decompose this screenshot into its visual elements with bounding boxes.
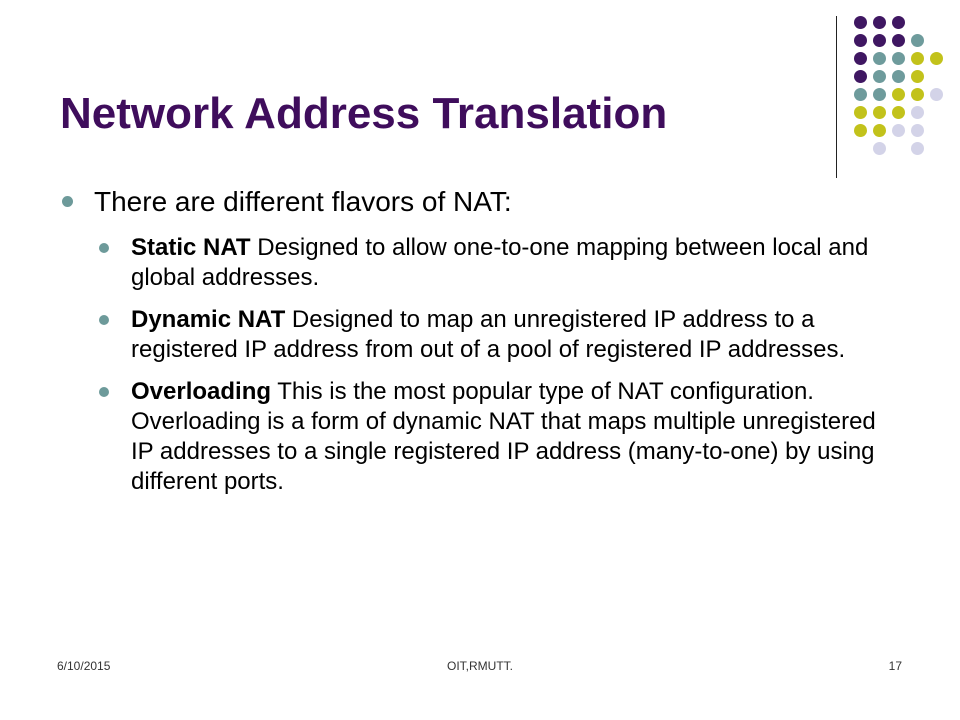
list-item-dynamic-nat xyxy=(60,305,880,365)
decorative-dot xyxy=(911,106,924,119)
decorative-dot xyxy=(911,34,924,47)
decorative-dot xyxy=(873,34,886,47)
decorative-dot xyxy=(873,52,886,65)
item-description: Designed to map an unregistered IP address to a registered IP address from out of a pool of registered IP addresses. xyxy=(131,306,846,363)
decorative-dot xyxy=(911,88,924,101)
item-description: Designed to allow one-to-one mapping between local and global addresses. xyxy=(131,234,869,291)
decorative-dot xyxy=(911,142,924,155)
list-item-overloading xyxy=(60,377,880,497)
decorative-dot xyxy=(873,70,886,83)
decorative-dot xyxy=(911,52,924,65)
decorative-dot xyxy=(854,52,867,65)
decorative-dot xyxy=(854,106,867,119)
decorative-dot xyxy=(854,16,867,29)
slide-title: Network Address Translation xyxy=(60,89,668,138)
decorative-dot xyxy=(892,88,905,101)
decorative-dot xyxy=(930,88,943,101)
footer-organization: OIT,RMUTT. xyxy=(447,659,513,673)
item-term: Overloading xyxy=(131,378,272,405)
footer-page-number: 17 xyxy=(888,659,902,673)
decorative-dot xyxy=(873,88,886,101)
decorative-dot xyxy=(873,142,886,155)
decorative-dot xyxy=(854,34,867,47)
item-description: This is the most popular type of NAT configuration. Overloading is a form of dynamic NAT that maps multiple unregistered IP addresses to a single registered IP address (many-to-one) by using different ports. xyxy=(131,378,876,495)
decorative-dot xyxy=(873,124,886,137)
decorative-dot xyxy=(892,16,905,29)
nat-flavors-list xyxy=(60,233,880,497)
footer-date: 6/10/2015 xyxy=(57,659,111,673)
list-item-static-nat xyxy=(60,233,880,293)
decorative-dot xyxy=(854,124,867,137)
decorative-dot xyxy=(892,106,905,119)
decorative-dot xyxy=(892,70,905,83)
item-term: Static NAT xyxy=(131,234,251,261)
main-bullet-point xyxy=(60,185,880,219)
main-bullet-text: There are different flavors of NAT: xyxy=(94,186,512,217)
bullet-icon xyxy=(99,243,109,253)
bullet-icon xyxy=(99,387,109,397)
item-term: Dynamic NAT xyxy=(131,306,286,333)
vertical-divider-line xyxy=(836,16,837,178)
decorative-dot xyxy=(873,106,886,119)
slide-content xyxy=(60,185,880,509)
decorative-dot xyxy=(873,16,886,29)
decorative-dot xyxy=(911,70,924,83)
decorative-dot xyxy=(854,88,867,101)
decorative-dot xyxy=(854,70,867,83)
decorative-dot xyxy=(892,52,905,65)
decorative-dot xyxy=(892,124,905,137)
bullet-icon xyxy=(62,196,73,207)
decorative-dot xyxy=(911,124,924,137)
bullet-icon xyxy=(99,315,109,325)
decorative-dot xyxy=(930,52,943,65)
decorative-dot xyxy=(892,34,905,47)
